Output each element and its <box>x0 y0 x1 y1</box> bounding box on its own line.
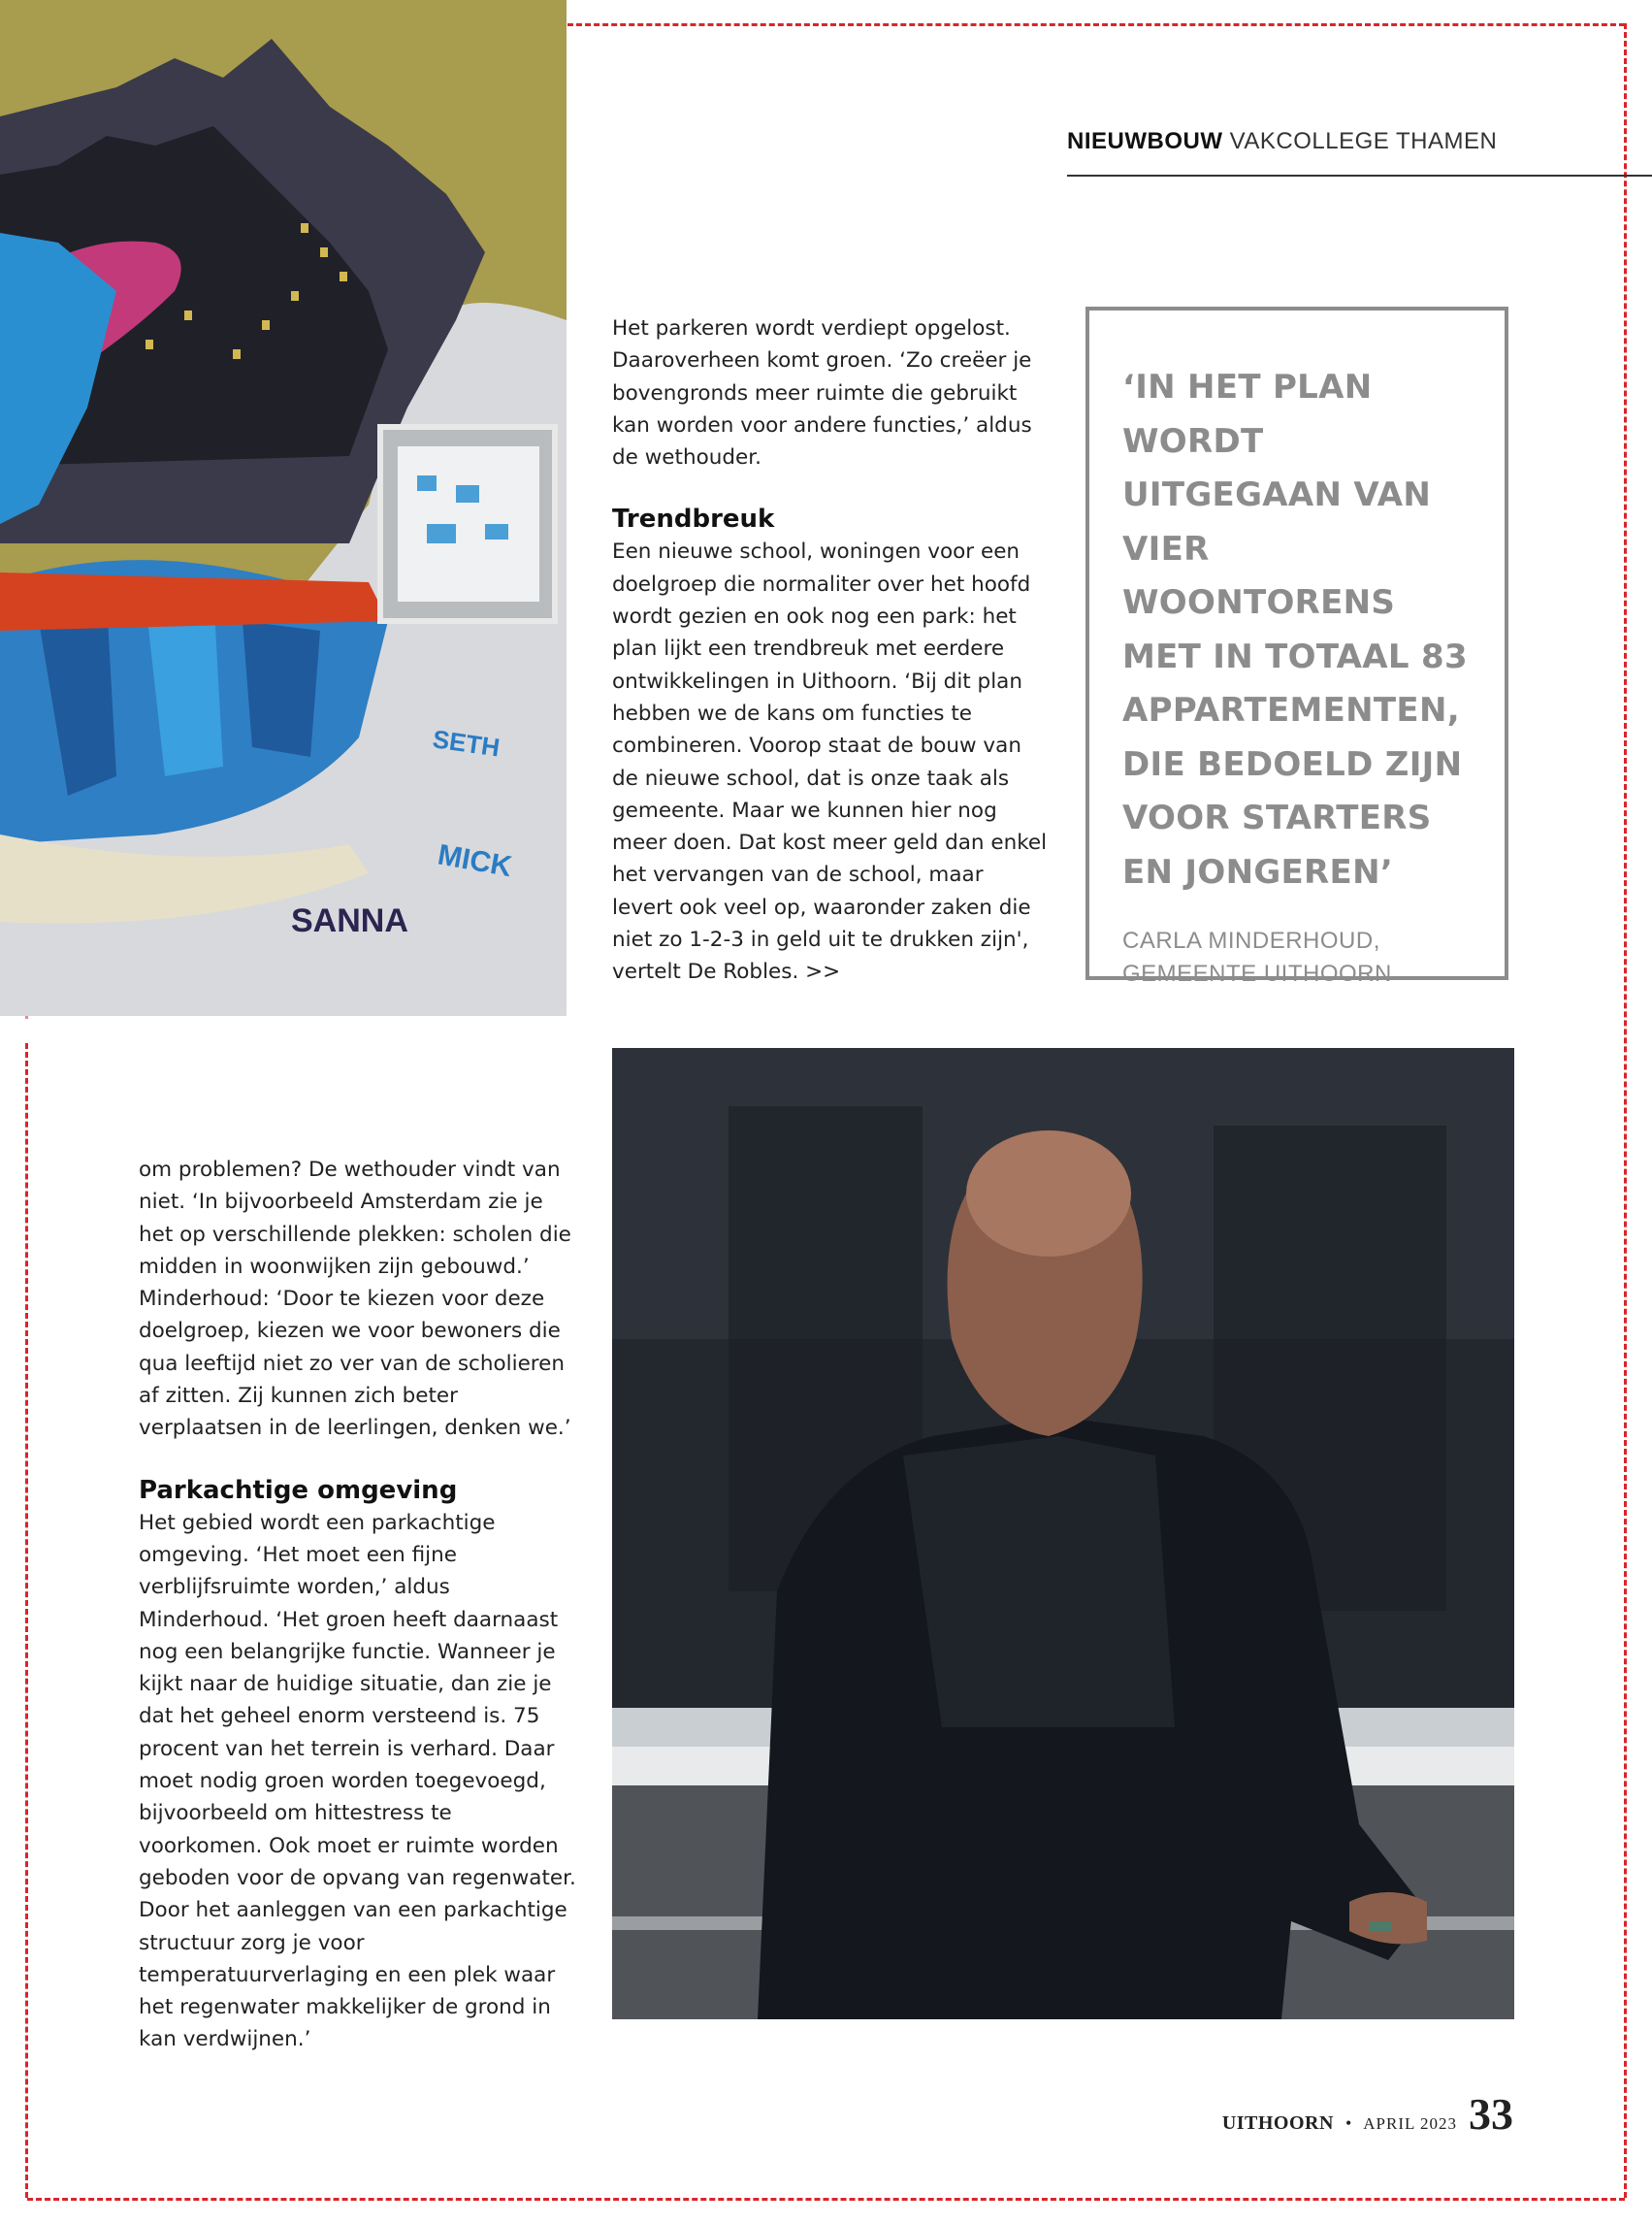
page-number: 33 <box>1469 2089 1513 2139</box>
crop-border-top <box>567 23 1625 26</box>
article-paragraph: om problemen? De wethouder vindt van niet. ‘In bijvoorbeeld Amsterdam zie je het op verschillende plekken: scholen die midden in woonwijken zijn gebouwd.’ Minderhoud: ‘Door te kiezen voor deze doelgroep, kiezen we voor bewoners die qua leeftijd niet zo ver van de scholieren af zitten. Zij kunnen zich beter verplaatsen in de leerlingen, denken we.’ <box>139 1158 571 1441</box>
pull-quote-text: ‘IN HET PLAN WORDT UITGEGAAN VAN VIER WOONTORENS MET IN TOTAAL 83 APPARTEMENTEN, DIE BEDOELD ZIJN VOOR STARTERS EN JONGEREN’ <box>1122 368 1468 892</box>
attribution-org: GEMEENTE UITHOORN <box>1122 961 1392 987</box>
article-paragraph: Het gebied wordt een parkachtige omgeving. ‘Het moet een fijne verblijfsruimte worden,’ aldus Minderhoud. ‘Het groen heeft daarnaast nog een belangrijke functie. Wanneer je kijkt naar de huidige situatie, dan zie je dat het geheel enorm versteend is. 75 procent van het terrein is verhard. Daar moet nodig groen worden toegevoegd, bijvoorbeeld om hittestress te voorkomen. Ook moet er ruimte worden geboden voor de opvang van regenwater. Door het aanleggen van een parkachtige structuur zorg je voor temperatuurverlaging en een plek waar het regenwater makkelijker de grond in kan verdwijnen.’ <box>139 1510 576 2052</box>
portrait-photo <box>612 1048 1514 2019</box>
issue-date: APRIL 2023 <box>1363 2114 1457 2133</box>
attribution-name: CARLA MINDERHOUD, <box>1122 928 1380 954</box>
graffiti-tag-mick: SANNA <box>291 902 408 939</box>
graffiti-tag-sanna: MICK <box>435 838 515 884</box>
footer-separator: • <box>1344 2113 1352 2133</box>
crop-border-right <box>1624 23 1627 2198</box>
magazine-brand: UITHOORN <box>1221 2112 1334 2134</box>
article-column-left <box>139 1154 580 2056</box>
graffiti-wall-photo <box>0 0 567 1016</box>
section-label: NIEUWBOUW <box>1067 128 1223 154</box>
article-paragraph: Een nieuwe school, woningen voor een doelgroep die normaliter over het hoofd wordt gezien en ook nog een park: het plan lijkt een trendbreuk met eerdere ontwikkelingen in Uithoorn. ‘Bij dit plan hebben we de kans om functies te combineren. Voorop staat de bouw van de nieuwe school, dat is onze taak als gemeente. Maar we kunnen hier nog meer doen. Dat kost meer geld dan enkel het vervangen van de school, maar levert ook veel op, waaronder zaken die niet zo 1-2-3 in geld uit te drukken zijn', vertelt De Robles. >> <box>612 540 1048 985</box>
header-rule <box>1067 175 1652 177</box>
crop-border-left <box>25 1043 28 2198</box>
section-header <box>1067 128 1630 155</box>
crop-border-bottom <box>27 2198 1625 2201</box>
page-footer <box>1221 2089 1513 2139</box>
article-paragraph: Het parkeren wordt verdiept opgelost. Daaroverheen komt groen. ‘Zo creëer je bovengronds meer ruimte die gebruikt kan worden voor andere functies,’ aldus de wethouder. <box>612 316 1032 471</box>
subheading-parkachtige-omgeving: Parkachtige omgeving <box>139 1475 458 1505</box>
subheading-trendbreuk: Trendbreuk <box>612 505 775 535</box>
graffiti-tag-seth: SETH <box>431 724 502 763</box>
pull-quote-box <box>1085 307 1508 987</box>
article-column-middle <box>612 312 1049 989</box>
pull-quote-attribution <box>1122 925 1485 991</box>
section-subject: VAKCOLLEGE THAMEN <box>1229 128 1498 154</box>
